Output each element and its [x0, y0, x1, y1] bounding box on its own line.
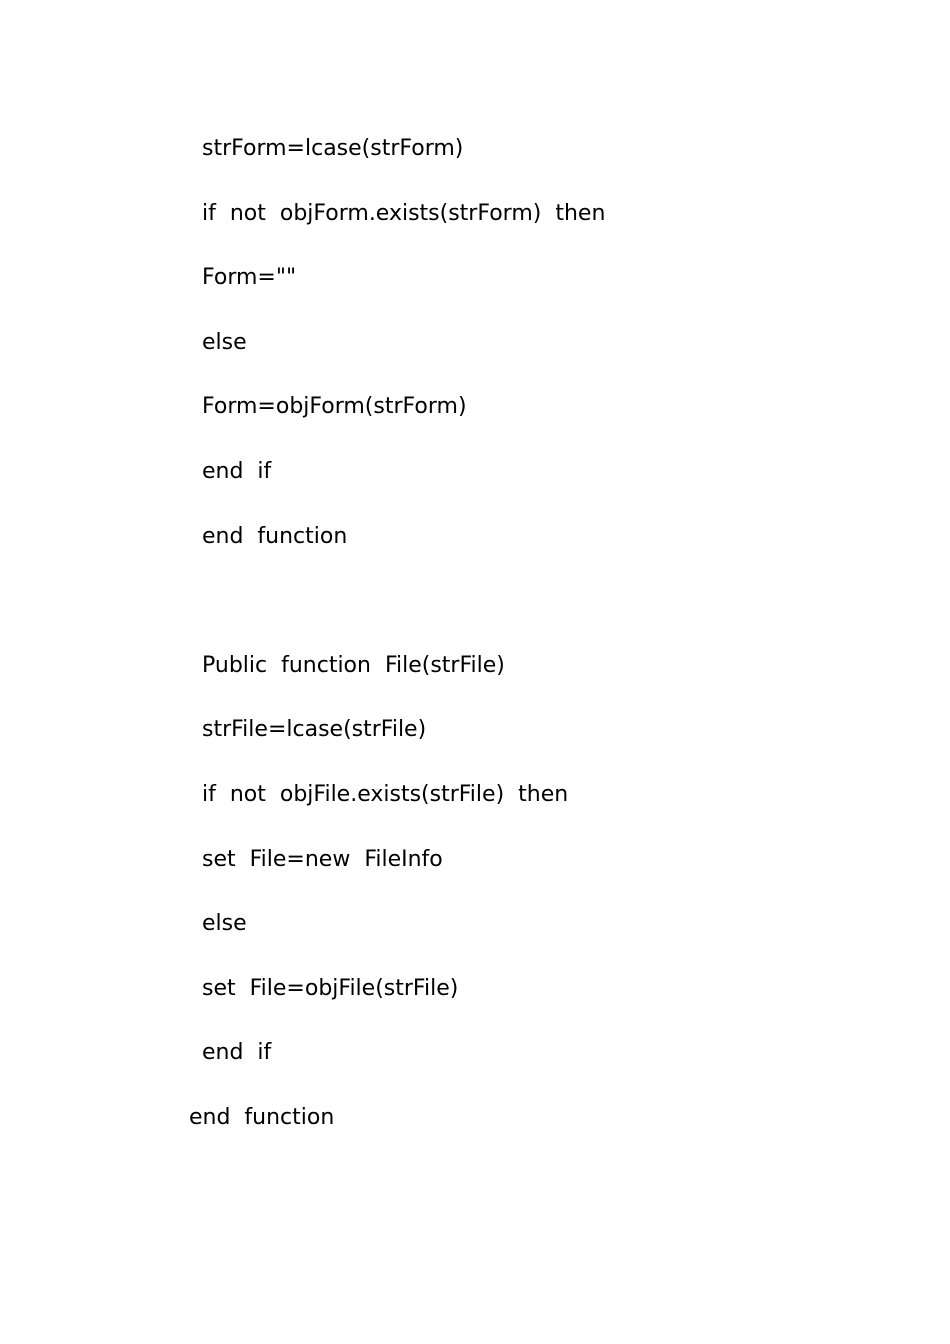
code-line: end function [202, 524, 348, 549]
code-line: end function [189, 1105, 335, 1130]
code-line: else [202, 330, 247, 355]
code-line: strForm=lcase(strForm) [202, 136, 464, 161]
code-line: strFile=lcase(strFile) [202, 717, 427, 742]
code-line: if not objFile.exists(strFile) then [202, 782, 569, 807]
code-line: else [202, 911, 247, 936]
code-line: set File=objFile(strFile) [202, 976, 459, 1001]
code-line: if not objForm.exists(strForm) then [202, 201, 606, 226]
code-line: set File=new FileInfo [202, 847, 443, 872]
code-line: Form="" [202, 265, 297, 290]
code-line: Form=objForm(strForm) [202, 394, 467, 419]
code-line: end if [202, 1040, 272, 1065]
code-line: Public function File(strFile) [202, 653, 505, 678]
code-line: end if [202, 459, 272, 484]
